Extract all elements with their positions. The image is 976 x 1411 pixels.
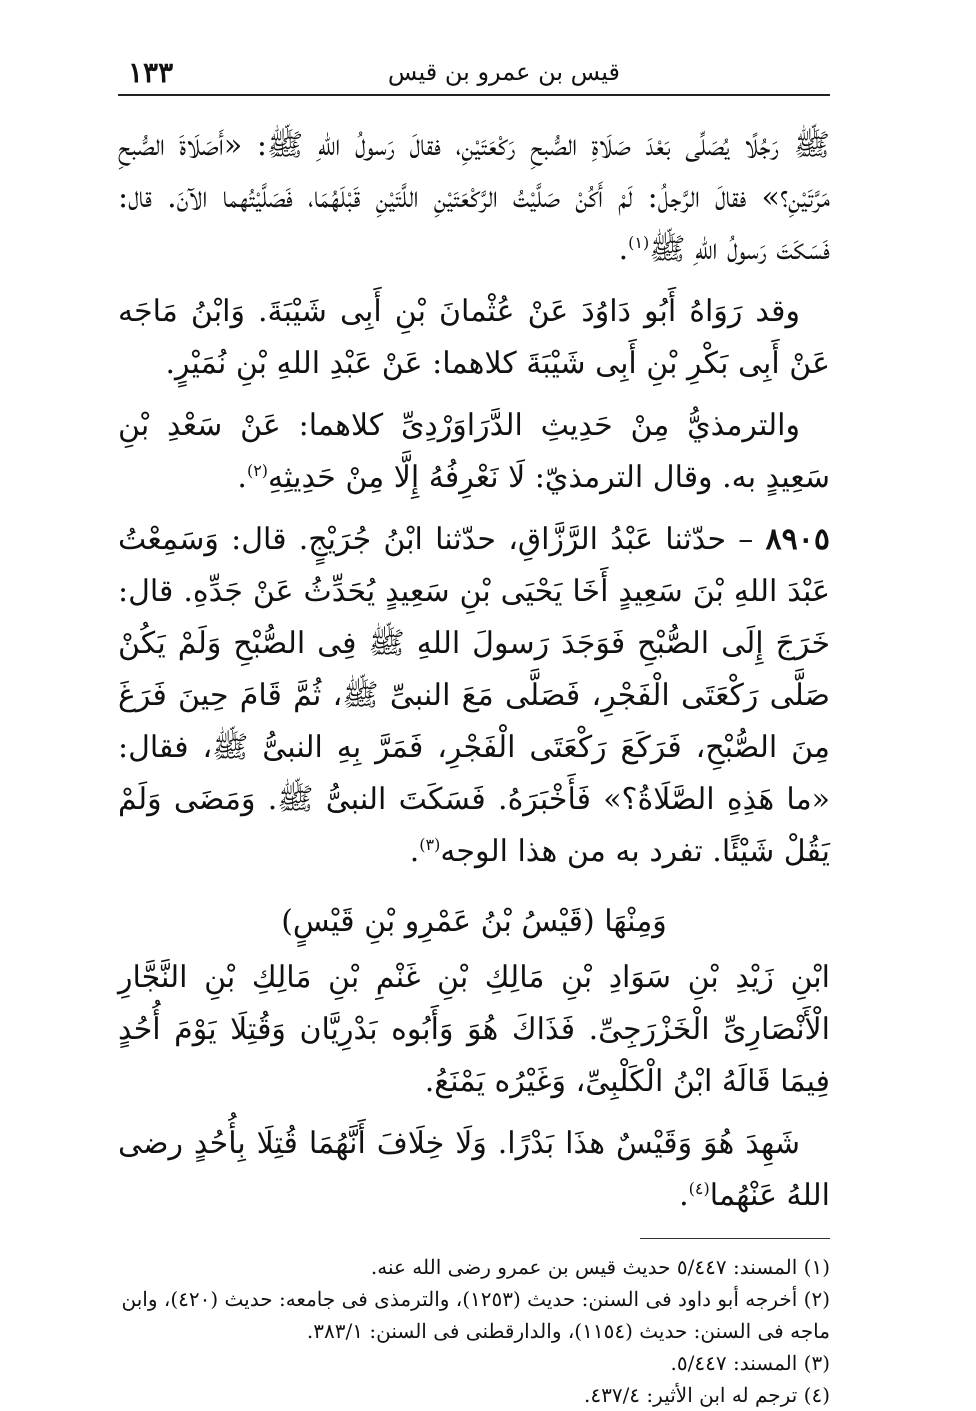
hadith-number: ٨٩٠٥ <box>765 522 830 557</box>
paragraph-3: والترمذيُّ مِنْ حَدِيثِ الدَّرَاوَرْدِىِّ كلاهما: عَنْ سَعْدِ بْنِ سَعِيدٍ به. وقال الترمذيّ: لَا نَعْرِفُهُ إِلَّا مِنْ حَدِيثِهِ$^{(٢)}$. <box>118 408 830 495</box>
footnote-3: (٣) المسند: ٥/٤٤٧. <box>670 1351 830 1375</box>
footnote-4: (٤) ترجم له ابن الأثير: ٤٣٧/٤. <box>583 1383 830 1407</box>
book-page <box>118 48 830 1407</box>
paragraph-6: شَهِدَ هُوَ وَقَيْسٌ هذَا بَدْرًا. وَلَا خِلَافَ أَنَّهُمَا قُتِلَا بِأُحُدٍ رضى اللهُ عَنْهُما$^{(٤)}$. <box>118 1126 830 1213</box>
footnotes <box>118 1238 830 1411</box>
paragraph-1: ﷺ رَجُلًا يُصَلِّى بَعْدَ صَلَاةِ الصُّبحِ رَكْعَتَيْنِ، فقالَ رَسولُ اللهِ ﷺ: «أَصَلَاةَ الصُّبحِ مَرَّتَيْنِ؟» فقالَ الرَّجلُ: لَمْ أَكُنْ صَلَّيْتُ الرَّكْعَتَيْنِ اللَّتَيْنِ قَبْلَهُمَا، فَصَلَّيْتُهما الآنَ. قال: فَسَكَتَ رَسولُ اللهِ ﷺ$^{(١)}$. <box>118 128 830 267</box>
footnote-2: (٢) أخرجه أبو داود فى السنن: حديث (١٢٥٣)، والترمذى فى جامعه: حديث (٤٢٠)، وابن ماجه فى السنن: حديث (١١٥٤)، والدارقطنى فى السنن: ٣٨٣/١. <box>121 1287 830 1343</box>
footnote-divider <box>640 1238 830 1239</box>
paragraph-5: ابْنِ زَيْدِ بْنِ سَوَادِ بْنِ مَالِكِ بْنِ غَنْمِ بْنِ مَالِكِ بْنِ النَّجَّارِ الْأَنْصَارِىِّ الْخَزْرَجِىِّ. فَذَاكَ هُوَ وَأَبُوه بَدْرِيَّان وَقُتِلَا يَوْمَ أُحُدٍ فِيمَا قَالَهُ ابْنُ الْكَلْبِىِّ، وَغَيْرُه يَمْنَعُ. <box>118 960 830 1099</box>
main-text <box>118 120 830 1222</box>
page-number: ١٣٣ <box>128 56 174 89</box>
running-title: قيس بن عمرو بن قيس <box>387 58 620 86</box>
footnote-ref-2: (٢) <box>246 461 269 480</box>
footnote-ref-3: (٣) <box>419 835 441 854</box>
footnote-ref-1: (١) <box>628 233 650 252</box>
section-heading: وَمِنْهَا (قَيْسُ بْنُ عَمْرِو بْنِ قَيْسٍ) <box>281 904 667 939</box>
footnote-1: (١) المسند: ٥/٤٤٧ حديث قيس بن عمرو رضى الله عنه. <box>370 1255 830 1279</box>
footnote-ref-4: (٤) <box>688 1179 710 1198</box>
hadith-paragraph: ٨٩٠٥ – حدّثنا عَبْدُ الرَّزَّاقِ، حدّثنا ابْنُ جُرَيْجٍ. قال: وَسَمِعْتُ عَبْدَ اللهِ بْنَ سَعِيدٍ أَخَا يَحْيَى بْنِ سَعِيدٍ يُحَدِّثُ عَنْ جَدِّهِ. قال: خَرَجَ إِلَى الصُّبْحِ فَوَجَدَ رَسولَ اللهِ ﷺ فِى الصُّبْحِ وَلَمْ يَكُنْ صَلَّى رَكْعَتَى الْفَجْرِ، فَصَلَّى مَعَ النبىِّ ﷺ، ثُمَّ قَامَ حِينَ فَرَغَ مِنَ الصُّبْحِ، فَرَكَعَ رَكْعَتَى الْفَجْرِ، فَمَرَّ بِهِ النبىُّ ﷺ، فقال: «ما هَذِهِ الصَّلَاةُ؟» فَأَخْبَرَهُ. فَسَكَتَ النبىُّ ﷺ. وَمَضَى وَلَمْ يَقُلْ شَيْئًا. تفرد به من هذا الوجه$^{(٣)}$. <box>118 522 830 869</box>
page-header <box>118 48 830 96</box>
paragraph-2: وقد رَوَاهُ أَبُو دَاوُدَ عَنْ عُثْمانَ بْنِ أَبِى شَيْبَةَ. وَابْنُ مَاجَه عَنْ أَبِى بَكْرِ بْنِ أَبِى شَيْبَةَ كلاهما: عَنْ عَبْدِ اللهِ بْنِ نُمَيْرٍ. <box>118 294 830 381</box>
